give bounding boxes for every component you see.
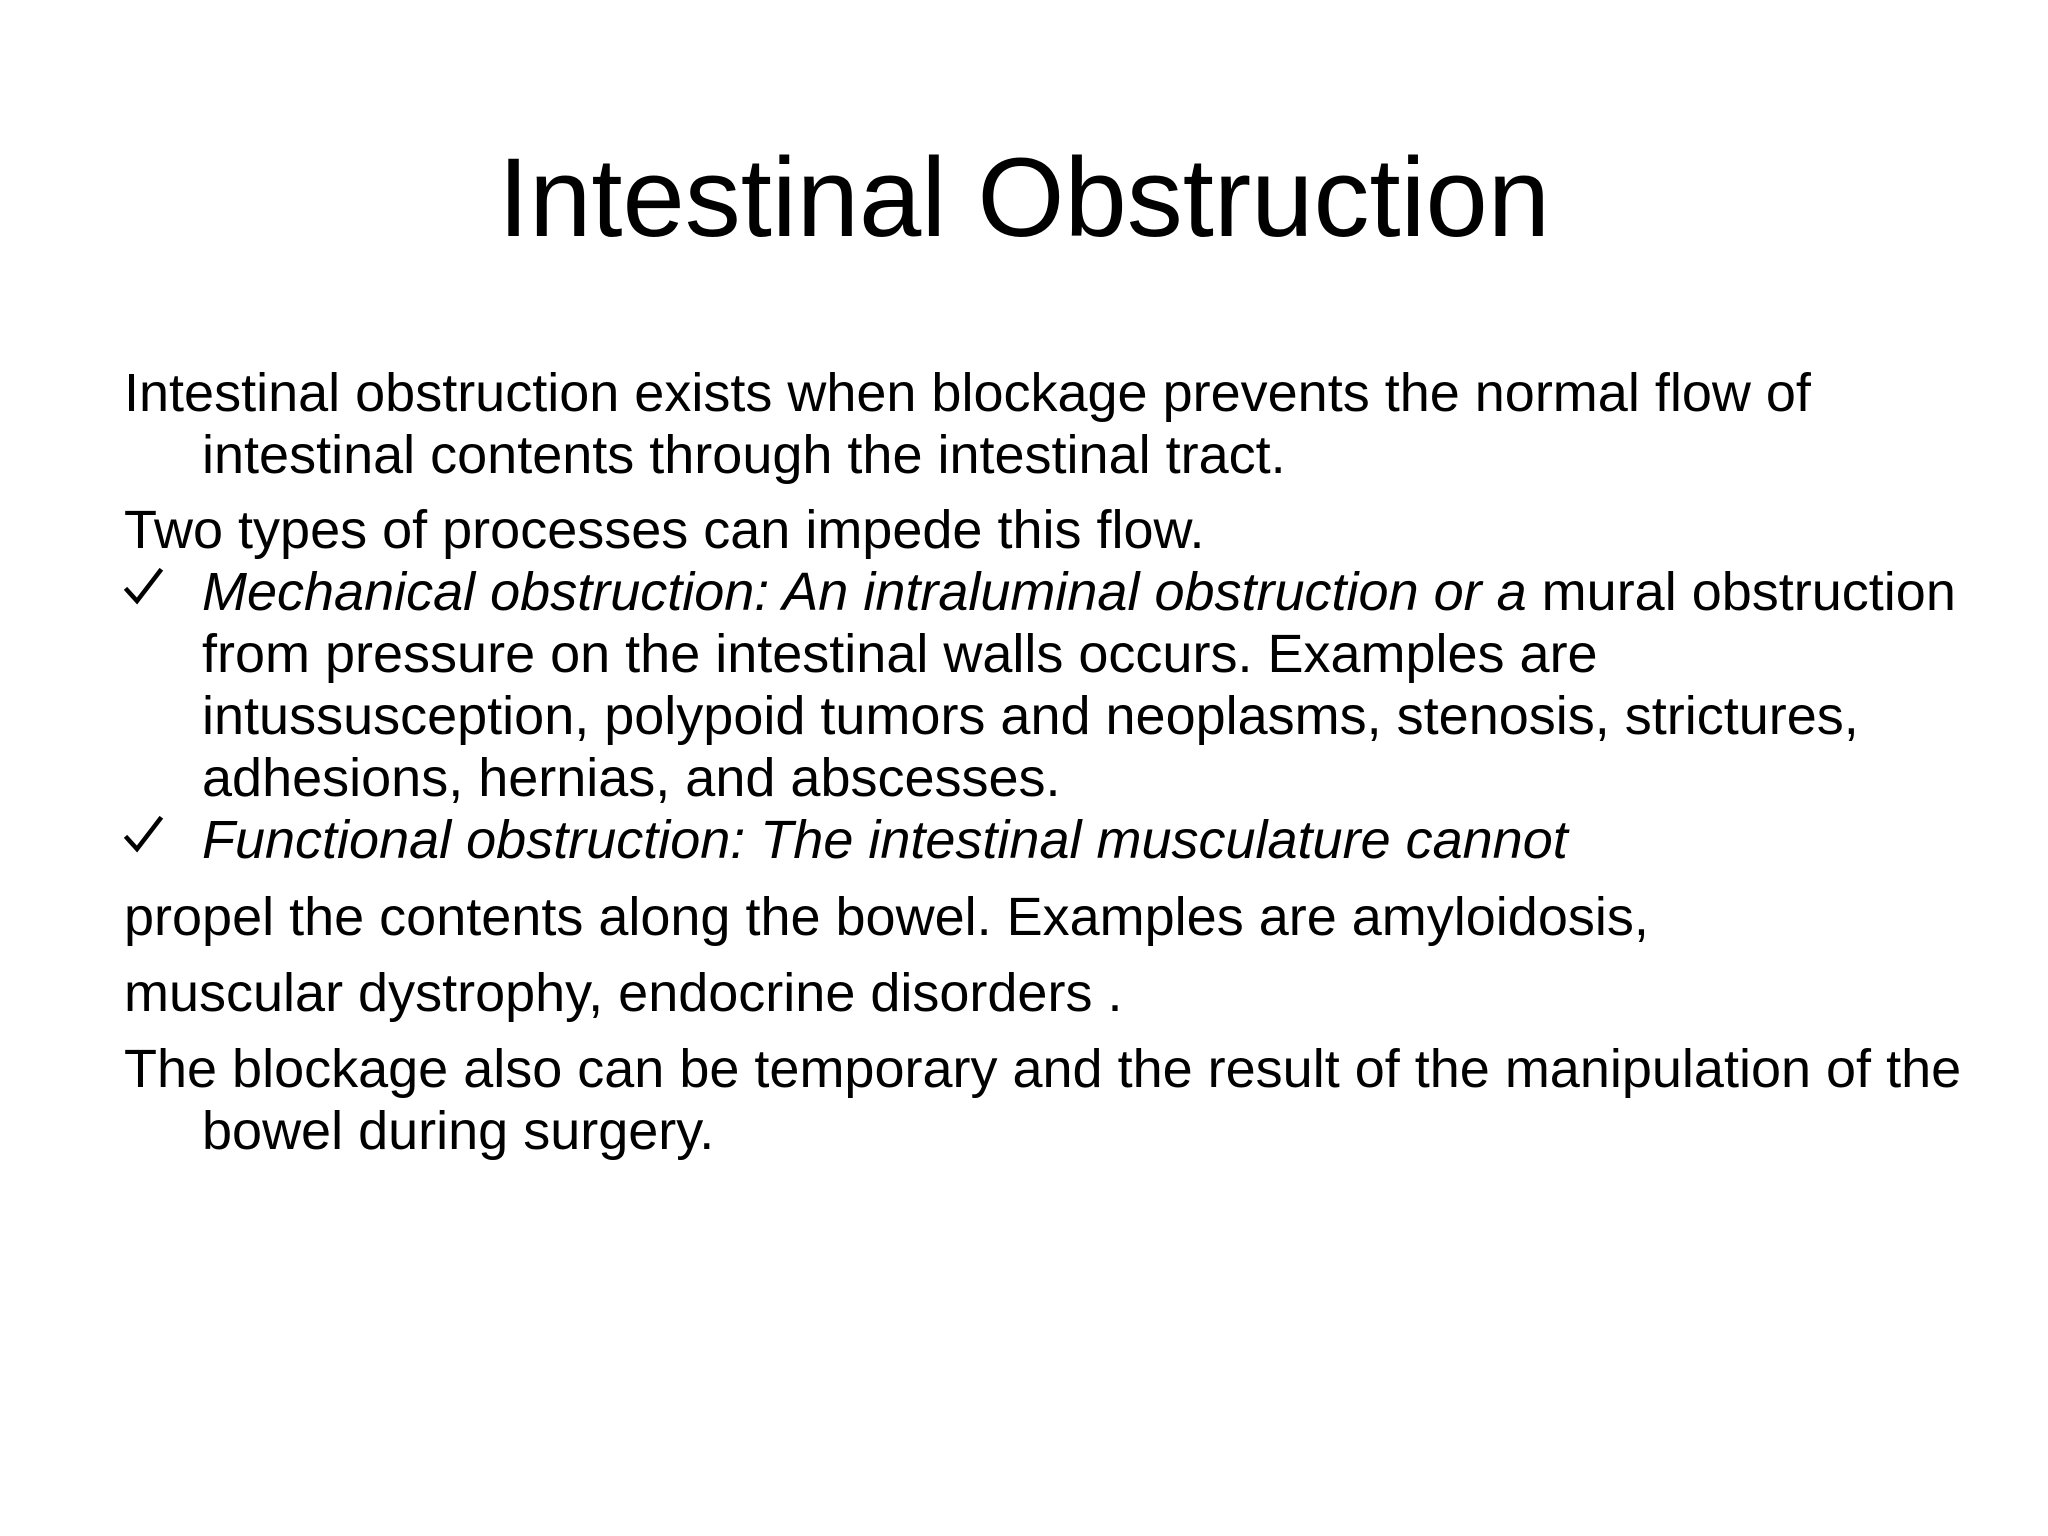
- paragraph-definition: Intestinal obstruction exists when blockage prevents the normal flow of intestinal contents through the intestinal tract.: [124, 363, 1811, 485]
- paragraph-two-types: Two types of processes can impede this flow.: [124, 500, 1205, 560]
- paragraph-muscular: muscular dystrophy, endocrine disorders .: [124, 963, 1123, 1023]
- slide-title: Intestinal Obstruction: [497, 135, 1551, 260]
- bullet-mechanical: [124, 561, 1971, 809]
- bullet-functional-lead: Functional obstruction: The intestinal musculature cannot: [202, 810, 1568, 870]
- bullet-functional: [124, 809, 1964, 871]
- paragraph-propel: propel the contents along the bowel. Examples are amyloidosis,: [124, 887, 1649, 947]
- check-mark-icon: [124, 813, 176, 865]
- check-mark-icon: [124, 565, 176, 617]
- bullet-mechanical-lead: Mechanical obstruction: An intraluminal obstruction or a: [202, 562, 1527, 622]
- bullet-mechanical-text: mural obstruction from pressure on the intestinal walls occurs. Examples are intussusception, polypoid tumors and neoplasms, stenosis, strictures, adhesions, hernias, and abscesses.: [202, 562, 1971, 808]
- slide-body: [124, 362, 1971, 1162]
- paragraph-temporary: The blockage also can be temporary and the result of the manipulation of the bowel during surgery.: [124, 1039, 1962, 1161]
